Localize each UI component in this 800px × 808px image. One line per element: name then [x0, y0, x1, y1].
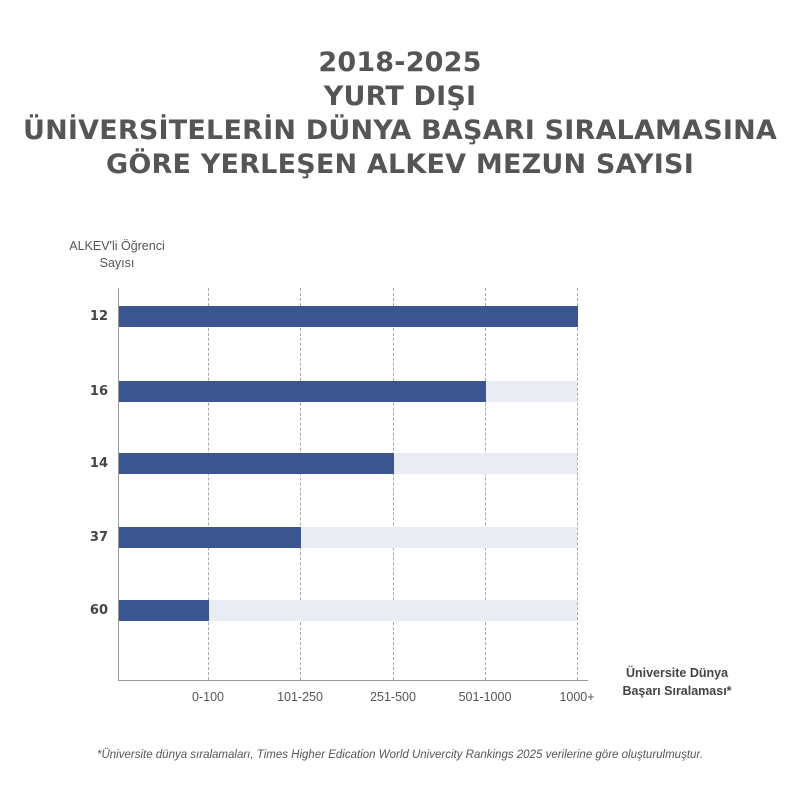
x-tick-label: 101-250: [277, 690, 323, 704]
bar-101-250: [119, 527, 301, 548]
x-axis-label-line1: Üniversite Dünya: [625, 666, 729, 680]
y-tick-value: 12: [89, 309, 108, 324]
y-tick-value: 37: [89, 530, 108, 545]
bar-251-500: [119, 453, 394, 474]
x-axis-label: [612, 664, 742, 700]
x-tick-label: 501-1000: [458, 690, 512, 704]
x-tick-label: 0-100: [192, 690, 224, 704]
gridline-251-500: [393, 288, 394, 680]
bar-1000-plus: [119, 306, 578, 327]
footnote: *Üniversite dünya sıralamaları, Times Higher Edication World Univercity Rankings 2025 verilerine göre oluşturulmuştur.: [96, 749, 704, 761]
y-axis-label-line2: Sayısı: [99, 256, 135, 270]
gridline-101-250: [300, 288, 301, 680]
y-tick-value: 14: [89, 456, 108, 471]
gridline-0-100: [208, 288, 209, 680]
x-axis-label-line2: Başarı Sıralaması*: [622, 684, 732, 698]
y-tick-value: 16: [89, 384, 108, 399]
title-line-universities: ÜNİVERSİTELERİN DÜNYA BAŞARI SIRALAMASINA: [22, 115, 777, 146]
title-line-abroad: YURT DIŞI: [323, 81, 477, 112]
y-axis-label-line1: ALKEV'li Öğrenci: [69, 239, 165, 253]
y-axis-line: [118, 288, 119, 681]
gridline-501-1000: [485, 288, 486, 680]
bar-501-1000: [119, 381, 486, 402]
y-axis-label: [62, 238, 172, 272]
x-tick-label: 1000+: [559, 690, 595, 704]
chart-title: [0, 46, 800, 182]
gridline-1000-plus: [577, 288, 578, 680]
title-line-years: 2018-2025: [318, 47, 482, 78]
bar-0-100: [119, 600, 209, 621]
x-tick-label: 251-500: [370, 690, 416, 704]
y-tick-value: 60: [89, 603, 108, 618]
x-axis-line: [118, 680, 588, 681]
title-line-graduates: GÖRE YERLEŞEN ALKEV MEZUN SAYISI: [106, 149, 694, 180]
